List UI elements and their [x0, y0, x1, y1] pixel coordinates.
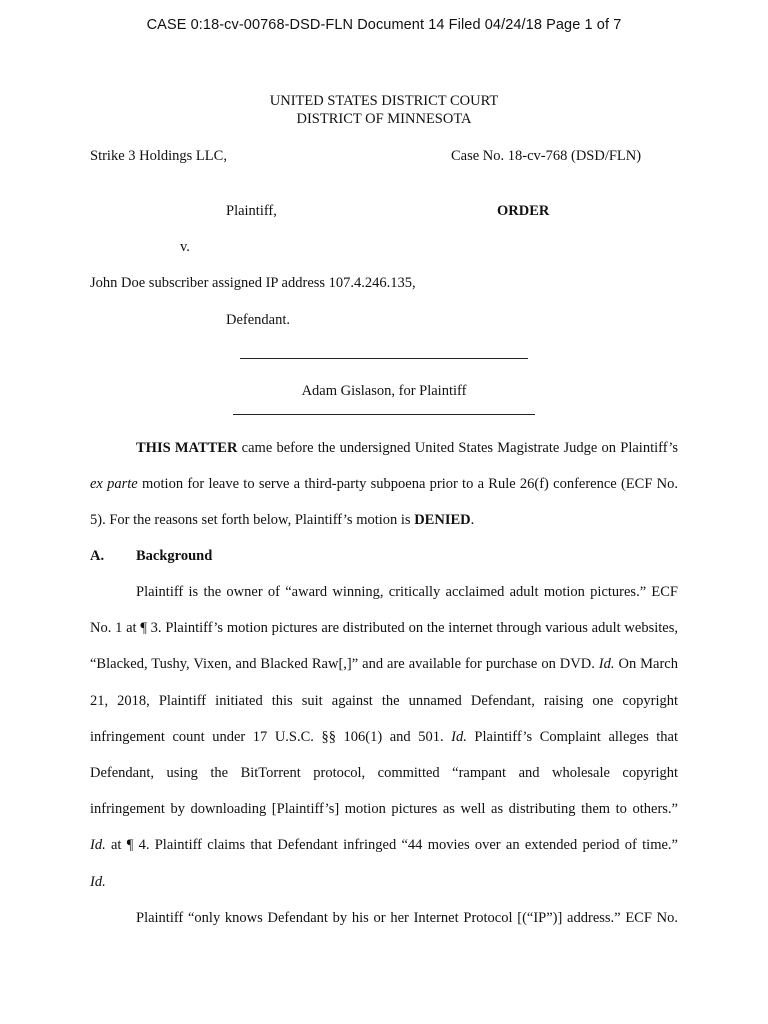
- order-title: ORDER: [497, 203, 550, 219]
- bg-line-5: infringement count under 17 U.S.C. §§ 106(1) and 501.: [90, 728, 452, 745]
- caption-rule-bottom: [233, 414, 535, 415]
- denied-word: DENIED: [414, 512, 471, 529]
- next-paragraph: [90, 900, 678, 936]
- intro-line-1: came before the undersigned United States Magistrate Judge on Plaintiff’s: [237, 440, 678, 456]
- versus: v.: [180, 239, 190, 255]
- section-letter: A.: [90, 548, 105, 564]
- intro-line-3: 5). For the reasons set forth below, Plaintiff’s motion is: [90, 512, 415, 529]
- counsel-line: Adam Gislason, for Plaintiff: [301, 383, 467, 399]
- bg-line-5-end: Plaintiff’s Complaint alleges that: [466, 728, 679, 745]
- section-heading: Background: [136, 548, 213, 564]
- caption-rule-top: [240, 358, 528, 359]
- case-header-stamp: CASE 0:18-cv-00768-DSD-FLN Document 14 Filed 04/24/18 Page 1 of 7: [146, 17, 622, 33]
- bg-id-cite-3: Id.: [90, 837, 106, 854]
- bg-line-3-end: On March: [614, 656, 678, 673]
- next-line-1: Plaintiff “only knows Defendant by his or her Internet Protocol [(“IP”)] address.” ECF No.: [136, 910, 678, 926]
- plaintiff-name: Strike 3 Holdings LLC,: [90, 148, 227, 164]
- bg-id-cite-4: Id.: [90, 873, 106, 890]
- court-name: UNITED STATES DISTRICT COURT: [269, 93, 499, 109]
- bg-line-4: 21, 2018, Plaintiff initiated this suit against the unnamed Defendant, raising one copyright: [90, 692, 678, 709]
- bg-line-3: “Blacked, Tushy, Vixen, and Blacked Raw[,]” and are available for purchase on DVD.: [90, 656, 599, 673]
- bg-id-cite-1: Id.: [598, 656, 615, 673]
- intro-paragraph: [90, 430, 678, 539]
- bg-line-2: No. 1 at ¶ 3. Plaintiff’s motion pictures are distributed on the internet through various adult websites,: [90, 620, 678, 637]
- plaintiff-role: Plaintiff,: [226, 203, 277, 219]
- bg-line-7: infringement by downloading [Plaintiff’s] motion pictures as well as distributing them to others.”: [90, 801, 678, 818]
- defendant-name: John Doe subscriber assigned IP address 107.4.246.135,: [90, 275, 416, 291]
- bg-line-8: at ¶ 4. Plaintiff claims that Defendant infringed “44 movies over an extended period of time.”: [105, 837, 678, 854]
- background-paragraph: [90, 574, 678, 900]
- ex-parte: ex parte: [90, 476, 138, 493]
- defendant-role: Defendant.: [226, 312, 291, 328]
- this-matter-lead: THIS MATTER: [136, 440, 238, 456]
- case-number: Case No. 18-cv-768 (DSD/FLN): [451, 148, 642, 164]
- intro-line-2: motion for leave to serve a third-party subpoena prior to a Rule 26(f) conference (ECF No.: [137, 476, 678, 493]
- intro-line-3-end: .: [470, 512, 475, 529]
- bg-line-6: Defendant, using the BitTorrent protocol, committed “rampant and wholesale copyright: [90, 764, 678, 781]
- bg-id-cite-2: Id.: [451, 728, 467, 745]
- bg-line-1: Plaintiff is the owner of “award winning, critically acclaimed adult motion pictures.” ECF: [136, 584, 678, 600]
- court-district: DISTRICT OF MINNESOTA: [296, 111, 472, 127]
